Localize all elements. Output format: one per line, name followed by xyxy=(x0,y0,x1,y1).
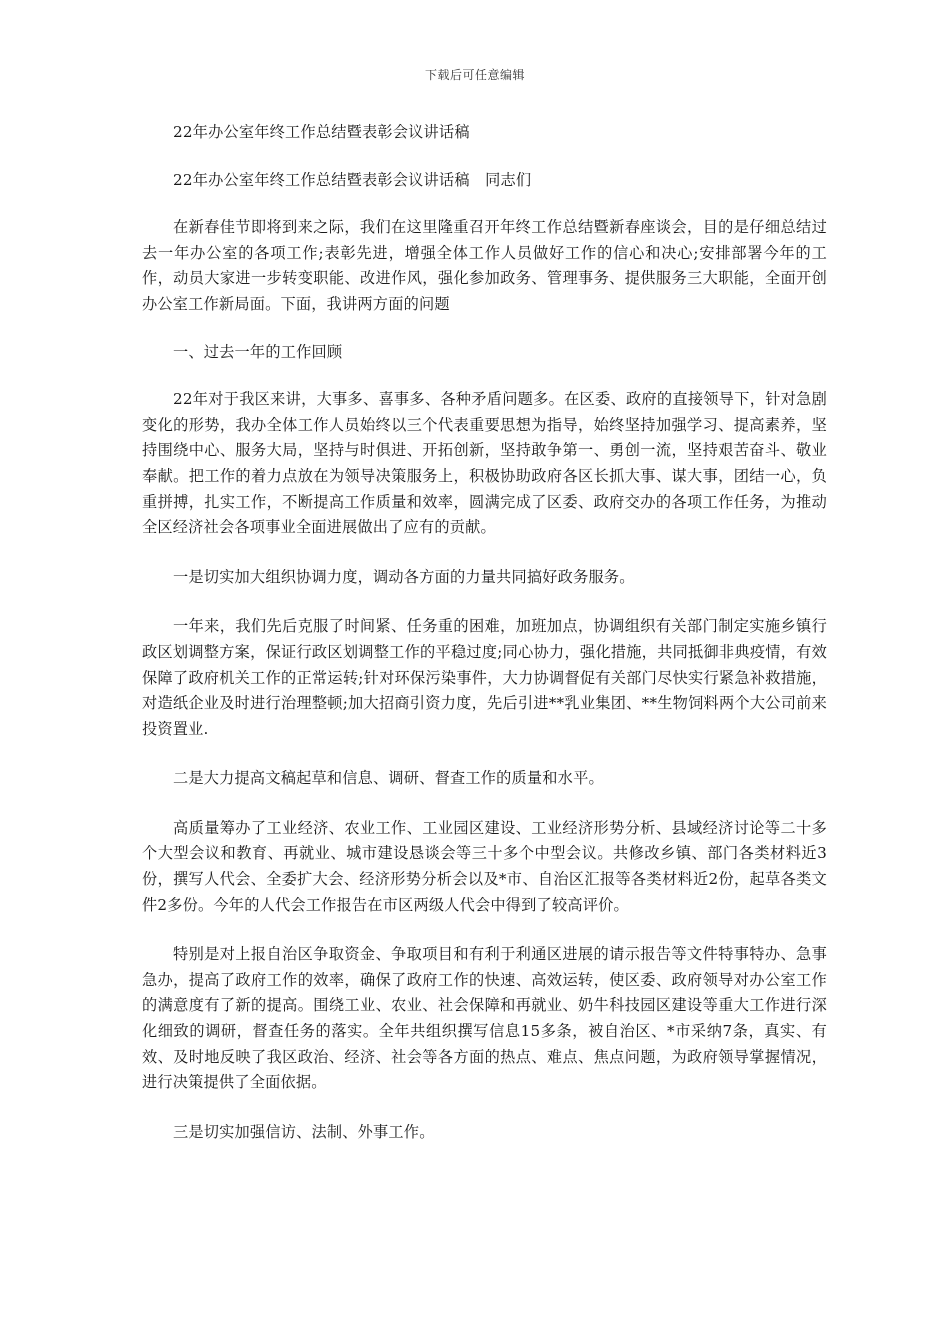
paragraph-efficiency: 特别是对上报自治区争取资金、争取项目和有利于利通区进展的请示报告等文件特事特办、急事急办，提高了政府工作的效率，确保了政府工作的快速、高效运转，使区委、政府领导对办公室工作的满意度有了新的提高。围绕工业、农业、社会保障和再就业、奶牛科技园区建设等重大工作进行深化细致的调研，督查任务的落实。全年共组织撰写信息15多条，被自治区、*市采纳7条，真实、有效、及时地反映了我区政治、经济、社会等各方面的热点、难点、焦点问题，为政府领导掌握情况，进行决策提供了全面依据。 xyxy=(142,945,827,1092)
paragraph-intro: 在新春佳节即将到来之际，我们在这里隆重召开年终工作总结暨新春座谈会，目的是仔细总结过去一年办公室的各项工作;表彰先进，增强全体工作人员做好工作的信心和决心;安排部署今年的工作，动员大家进一步转变职能、改进作风，强化参加政务、管理事务、提供服务三大职能，全面开创办公室工作新局面。下面，我讲两方面的问题 xyxy=(142,218,827,313)
document-subtitle: 22年办公室年终工作总结暨表彰会议讲话稿 同志们 xyxy=(173,170,532,189)
paragraph-meetings: 高质量筹办了工业经济、农业工作、工业园区建设、工业经济形势分析、县域经济讨论等二十多个大型会议和教育、再就业、城市建设恳谈会等三十多个中型会议。共修改乡镇、部门各类材料近3份，撰写人代会、全委扩大会、经济形势分析会以及*市、自治区汇报等各类材料近2份，起草各类文件2多份。今年的人代会工作报告在市区两级人代会中得到了较高评价。 xyxy=(142,818,827,914)
subheading-coordination: 一是切实加大组织协调力度，调动各方面的力量共同搞好政务服务。 xyxy=(173,567,635,586)
section-heading-review: 一、过去一年的工作回顾 xyxy=(173,342,343,361)
document-body xyxy=(142,120,827,1145)
header-note: 下载后可任意编辑 xyxy=(424,68,525,82)
paragraph-coordination: 一年来，我们先后克服了时间紧、任务重的困难，加班加点，协调组织有关部门制定实施乡镇行政区划调整方案，保证行政区划调整工作的平稳过度;同心协力，强化措施，共同抵御非典疫情，有效保障了政府机关工作的正常运转;针对环保污染事件，大力协调督促有关部门尽快实行紧急补救措施，对造纸企业及时进行治理整顿;加大招商引资力度，先后引进**乳业集团、**生物饲料两个大公司前来投资置业. xyxy=(142,617,827,738)
subheading-petitions: 三是切实加强信访、法制、外事工作。 xyxy=(173,1122,435,1141)
subheading-drafting: 二是大力提高文稿起草和信息、调研、督查工作的质量和水平。 xyxy=(173,769,604,788)
paragraph-review: 22年对于我区来讲，大事多、喜事多、各种矛盾问题多。在区委、政府的直接领导下，针对急剧变化的形势，我办全体工作人员始终以三个代表重要思想为指导，始终坚持加强学习、提高素养，坚持围绕中心、服务大局，坚持与时俱进、开拓创新，坚持敢争第一、勇创一流，坚持艰苦奋斗、敬业奉献。把工作的着力点放在为领导决策服务上，积极协助政府各区长抓大事、谋大事，团结一心，负重拼搏，扎实工作，不断提高工作质量和效率，圆满完成了区委、政府交办的各项工作任务，为推动全区经济社会各项事业全面进展做出了应有的贡献。 xyxy=(142,390,827,537)
document-title: 22年办公室年终工作总结暨表彰会议讲话稿 xyxy=(173,123,470,141)
